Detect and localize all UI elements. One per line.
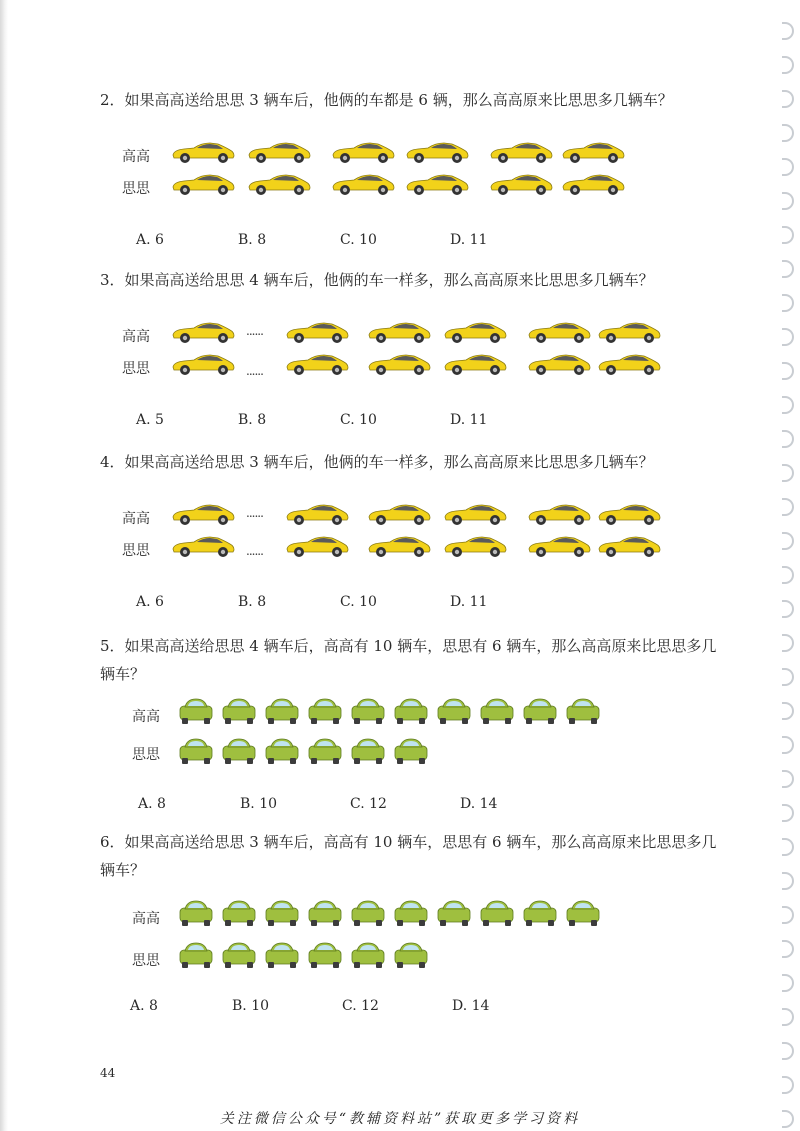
row-label-sisi: 思思	[122, 181, 150, 197]
binding-ring	[782, 22, 794, 40]
row-label-sisi: 思思	[122, 361, 150, 377]
spiral-binding	[774, 0, 800, 1131]
sports-car-icon	[560, 140, 626, 164]
sports-car-icon	[284, 352, 350, 376]
ellipsis-dots: ......	[246, 324, 263, 338]
sports-car-icon	[284, 502, 350, 526]
option-d[interactable]: D. 14	[452, 998, 490, 1014]
binding-ring	[782, 974, 794, 992]
binding-ring	[782, 532, 794, 550]
binding-ring	[782, 226, 794, 244]
ellipsis-dots: ......	[246, 364, 263, 378]
sports-car-icon	[560, 172, 626, 196]
row-label-gaogao: 高高	[122, 329, 150, 345]
question-2-text: 2．如果高高送给思思 3 辆车后，他俩的车都是 6 辆，那么高高原来比思思多几辆车？	[100, 91, 673, 109]
compact-car-icon	[178, 940, 214, 970]
sports-car-icon	[404, 172, 470, 196]
binding-ring	[782, 260, 794, 278]
option-a[interactable]: A. 5	[136, 412, 164, 428]
sports-car-icon	[488, 172, 554, 196]
option-c[interactable]: C. 10	[340, 232, 377, 248]
binding-ring	[782, 362, 794, 380]
question-3-text: 3．如果高高送给思思 4 辆车后，他俩的车一样多，那么高高原来比思思多几辆车？	[100, 271, 654, 289]
compact-car-icon	[178, 736, 214, 766]
compact-car-icon	[264, 940, 300, 970]
sports-car-icon	[526, 534, 592, 558]
ellipsis-dots: ......	[246, 506, 263, 520]
sports-car-icon	[596, 502, 662, 526]
binding-ring	[782, 804, 794, 822]
option-b[interactable]: B. 8	[238, 412, 267, 428]
question-6-text: 6．如果高高送给思思 3 辆车后，高高有 10 辆车，思思有 6 辆车，那么高高原来比思思多几辆车？	[100, 833, 717, 879]
option-d[interactable]: D. 14	[460, 796, 498, 812]
binding-ring	[782, 940, 794, 958]
option-b[interactable]: B. 10	[232, 998, 270, 1014]
compact-car-icon	[393, 696, 429, 726]
compact-car-icon	[565, 898, 601, 928]
sports-car-icon	[330, 140, 396, 164]
binding-ring	[782, 1008, 794, 1026]
compact-car-icon	[479, 898, 515, 928]
compact-car-icon	[178, 898, 214, 928]
row-label-gaogao: 高高	[122, 511, 150, 527]
binding-ring	[782, 634, 794, 652]
page-edge	[0, 0, 8, 1131]
row-label-gaogao: 高高	[122, 149, 150, 165]
option-a[interactable]: A. 6	[136, 594, 164, 610]
sports-car-icon	[330, 172, 396, 196]
binding-ring	[782, 158, 794, 176]
sports-car-icon	[442, 352, 508, 376]
page-number: 44	[100, 1066, 116, 1080]
compact-car-icon	[350, 940, 386, 970]
option-a[interactable]: A. 8	[130, 998, 158, 1014]
sports-car-icon	[442, 320, 508, 344]
sports-car-icon	[246, 172, 312, 196]
compact-car-icon	[522, 898, 558, 928]
compact-car-icon	[221, 940, 257, 970]
binding-ring	[782, 702, 794, 720]
compact-car-icon	[350, 696, 386, 726]
row-label-gaogao: 高高	[132, 709, 160, 725]
binding-ring	[782, 430, 794, 448]
compact-car-icon	[479, 696, 515, 726]
sports-car-icon	[366, 502, 432, 526]
option-d[interactable]: D. 11	[450, 232, 488, 248]
binding-ring	[782, 56, 794, 74]
sports-car-icon	[170, 534, 236, 558]
option-a[interactable]: A. 6	[136, 232, 164, 248]
footer-note: 关注微信公众号“教辅资料站”获取更多学习资料	[219, 1111, 581, 1127]
compact-car-icon	[307, 696, 343, 726]
compact-car-icon	[393, 898, 429, 928]
sports-car-icon	[488, 140, 554, 164]
binding-ring	[782, 906, 794, 924]
option-a[interactable]: A. 8	[138, 796, 166, 812]
sports-car-icon	[366, 320, 432, 344]
binding-ring	[782, 396, 794, 414]
compact-car-icon	[264, 696, 300, 726]
row-label-sisi: 思思	[122, 543, 150, 559]
sports-car-icon	[596, 320, 662, 344]
compact-car-icon	[307, 898, 343, 928]
binding-ring	[782, 736, 794, 754]
row-label-gaogao: 高高	[132, 911, 160, 927]
binding-ring	[782, 328, 794, 346]
compact-car-icon	[307, 940, 343, 970]
option-d[interactable]: D. 11	[450, 412, 488, 428]
compact-car-icon	[436, 898, 472, 928]
binding-ring	[782, 566, 794, 584]
sports-car-icon	[284, 320, 350, 344]
compact-car-icon	[307, 736, 343, 766]
sports-car-icon	[404, 140, 470, 164]
binding-ring	[782, 90, 794, 108]
compact-car-icon	[565, 696, 601, 726]
binding-ring	[782, 294, 794, 312]
sports-car-icon	[170, 320, 236, 344]
row-label-sisi: 思思	[132, 747, 160, 763]
sports-car-icon	[284, 534, 350, 558]
sports-car-icon	[170, 352, 236, 376]
binding-ring	[782, 192, 794, 210]
binding-ring	[782, 872, 794, 890]
sports-car-icon	[170, 140, 236, 164]
binding-ring	[782, 668, 794, 686]
sports-car-icon	[366, 352, 432, 376]
sports-car-icon	[526, 352, 592, 376]
compact-car-icon	[350, 736, 386, 766]
compact-car-icon	[221, 736, 257, 766]
question-4-text: 4．如果高高送给思思 3 辆车后，他俩的车一样多，那么高高原来比思思多几辆车？	[100, 453, 654, 471]
sports-car-icon	[366, 534, 432, 558]
compact-car-icon	[393, 940, 429, 970]
sports-car-icon	[526, 502, 592, 526]
option-c[interactable]: C. 10	[340, 412, 377, 428]
sports-car-icon	[442, 534, 508, 558]
ellipsis-dots: ......	[246, 544, 263, 558]
sports-car-icon	[596, 352, 662, 376]
sports-car-icon	[442, 502, 508, 526]
sports-car-icon	[246, 140, 312, 164]
compact-car-icon	[221, 898, 257, 928]
binding-ring	[782, 770, 794, 788]
compact-car-icon	[264, 898, 300, 928]
sports-car-icon	[526, 320, 592, 344]
sports-car-icon	[170, 172, 236, 196]
compact-car-icon	[178, 696, 214, 726]
binding-ring	[782, 464, 794, 482]
option-b[interactable]: B. 10	[240, 796, 278, 812]
row-label-sisi: 思思	[132, 953, 160, 969]
compact-car-icon	[264, 736, 300, 766]
option-c[interactable]: C. 12	[342, 998, 379, 1014]
option-c[interactable]: C. 10	[340, 594, 377, 610]
binding-ring	[782, 838, 794, 856]
compact-car-icon	[436, 696, 472, 726]
binding-ring	[782, 1076, 794, 1094]
binding-ring	[782, 124, 794, 142]
compact-car-icon	[393, 736, 429, 766]
binding-ring	[782, 1042, 794, 1060]
compact-car-icon	[221, 696, 257, 726]
compact-car-icon	[350, 898, 386, 928]
option-d[interactable]: D. 11	[450, 594, 488, 610]
option-b[interactable]: B. 8	[238, 594, 267, 610]
sports-car-icon	[596, 534, 662, 558]
binding-ring	[782, 600, 794, 618]
option-b[interactable]: B. 8	[238, 232, 267, 248]
compact-car-icon	[522, 696, 558, 726]
question-5-text: 5．如果高高送给思思 4 辆车后，高高有 10 辆车，思思有 6 辆车，那么高高原来比思思多几辆车？	[100, 637, 717, 683]
option-c[interactable]: C. 12	[350, 796, 387, 812]
binding-ring	[782, 498, 794, 516]
sports-car-icon	[170, 502, 236, 526]
